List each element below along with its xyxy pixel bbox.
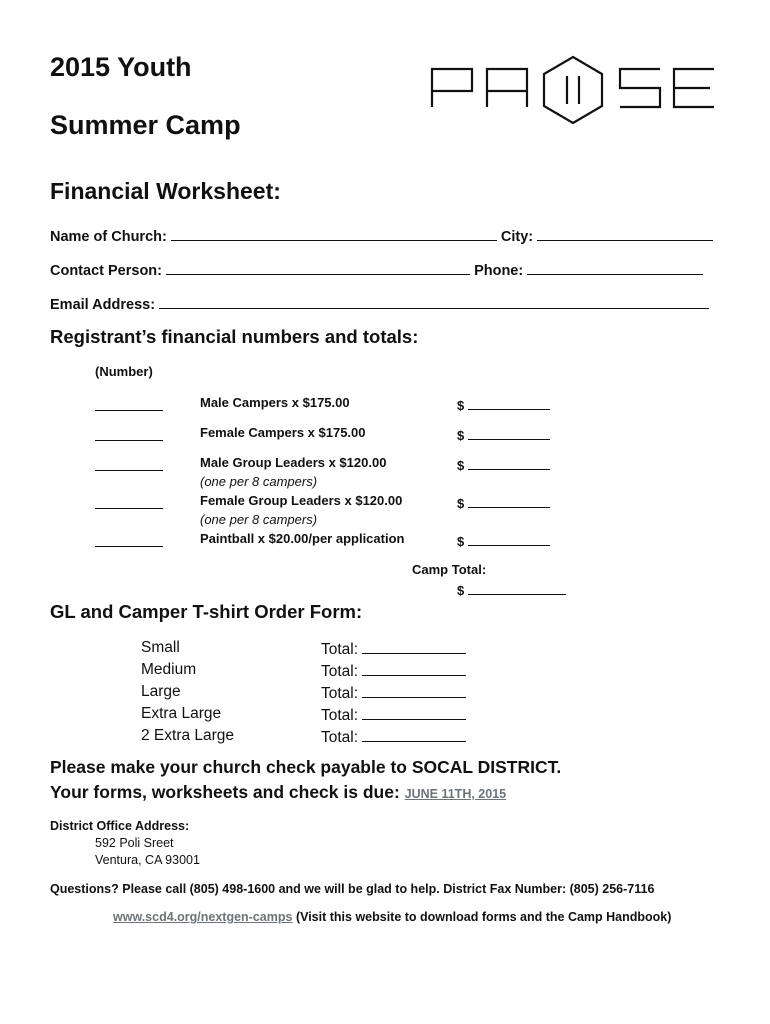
pause-logo: [428, 54, 718, 124]
city-input[interactable]: [537, 226, 713, 241]
male-campers-label: Male Campers x $175.00: [200, 395, 350, 410]
female-campers-label: Female Campers x $175.00: [200, 425, 366, 440]
female-campers-count-input[interactable]: [95, 426, 163, 441]
due-date: JUNE 11TH, 2015: [404, 787, 507, 801]
contact-input[interactable]: [166, 260, 470, 275]
female-campers-amount-row: [457, 425, 550, 443]
total-label: Total:: [321, 685, 359, 702]
worksheet-title: Financial Worksheet:: [50, 178, 281, 204]
website-link[interactable]: www.scd4.org/nextgen-camps: [113, 910, 293, 924]
tshirt-heading: GL and Camper T-shirt Order Form:: [50, 601, 363, 622]
city-label: City:: [500, 229, 534, 245]
medium-total-row: [321, 661, 466, 681]
male-leaders-label: Male Group Leaders x $120.00: [200, 455, 387, 470]
paintball-amount-row: [457, 531, 550, 549]
male-leaders-count-input[interactable]: [95, 456, 163, 471]
large-total-input[interactable]: [362, 683, 466, 698]
due-date-line: [50, 782, 506, 803]
dollar-sign: $: [457, 496, 465, 511]
male-campers-amount-input[interactable]: [468, 395, 550, 410]
male-campers-amount-row: [457, 395, 550, 413]
paintball-count-input[interactable]: [95, 532, 163, 547]
dollar-sign: $: [457, 458, 465, 473]
website-line: [113, 910, 671, 924]
total-label: Total:: [321, 663, 359, 680]
size-2-extra-large: 2 Extra Large: [141, 727, 235, 744]
size-large: Large: [141, 683, 181, 700]
contact-line: Questions? Please call (805) 498-1600 and we will be glad to help. District Fax Number: (805) 256-7116: [50, 882, 655, 896]
paintball-amount-input[interactable]: [468, 531, 550, 546]
small-total-input[interactable]: [362, 639, 466, 654]
contact-field-row: [50, 260, 703, 279]
camp-total-amount-row: [457, 580, 566, 598]
email-input[interactable]: [159, 294, 709, 309]
dollar-sign: $: [457, 398, 465, 413]
size-small: Small: [141, 639, 180, 656]
payment-instruction: Please make your church check payable to SOCAL DISTRICT.: [50, 757, 562, 777]
total-label: Total:: [321, 641, 359, 658]
male-leaders-amount-row: [457, 455, 550, 473]
medium-total-input[interactable]: [362, 661, 466, 676]
total-label: Total:: [321, 707, 359, 724]
size-extra-large: Extra Large: [141, 705, 222, 722]
small-total-row: [321, 639, 466, 659]
camp-total-input[interactable]: [468, 580, 566, 595]
email-label: Email Address:: [50, 297, 156, 313]
dollar-sign: $: [457, 428, 465, 443]
2-extra-large-total-row: [321, 727, 466, 747]
number-column-label: (Number): [95, 364, 153, 379]
male-campers-count-input[interactable]: [95, 396, 163, 411]
female-leaders-amount-row: [457, 493, 550, 511]
title-line-1: 2015 Youth: [50, 52, 192, 82]
female-leaders-count-input[interactable]: [95, 494, 163, 509]
2-extra-large-total-input[interactable]: [362, 727, 466, 742]
phone-input[interactable]: [527, 260, 703, 275]
size-medium: Medium: [141, 661, 197, 678]
church-label: Name of Church:: [50, 229, 167, 245]
extra-large-total-row: [321, 705, 466, 725]
male-leaders-note: (one per 8 campers): [200, 474, 318, 489]
due-date-text: Your forms, worksheets and check is due:: [50, 782, 400, 802]
large-total-row: [321, 683, 466, 703]
phone-label: Phone:: [474, 263, 524, 279]
total-label: Total:: [321, 729, 359, 746]
contact-label: Contact Person:: [50, 263, 162, 279]
extra-large-total-input[interactable]: [362, 705, 466, 720]
address-street: 592 Poli Sreet: [95, 836, 174, 850]
address-city: Ventura, CA 93001: [95, 853, 200, 867]
dollar-sign: $: [457, 534, 465, 549]
website-note: (Visit this website to download forms and the Camp Handbook): [295, 910, 672, 924]
paintball-label: Paintball x $20.00/per application: [200, 531, 405, 546]
female-campers-amount-input[interactable]: [468, 425, 550, 440]
title-line-2: Summer Camp: [50, 110, 241, 140]
camp-total-label: Camp Total:: [412, 562, 487, 577]
male-leaders-amount-input[interactable]: [468, 455, 550, 470]
female-leaders-note: (one per 8 campers): [200, 512, 318, 527]
address-label: District Office Address:: [50, 819, 190, 833]
registrant-heading: Registrant’s financial numbers and totals:: [50, 326, 419, 347]
email-field-row: [50, 294, 709, 313]
female-leaders-amount-input[interactable]: [468, 493, 550, 508]
church-field-row: [50, 226, 713, 245]
female-leaders-label: Female Group Leaders x $120.00: [200, 493, 403, 508]
church-input[interactable]: [171, 226, 497, 241]
dollar-sign: $: [457, 583, 465, 598]
